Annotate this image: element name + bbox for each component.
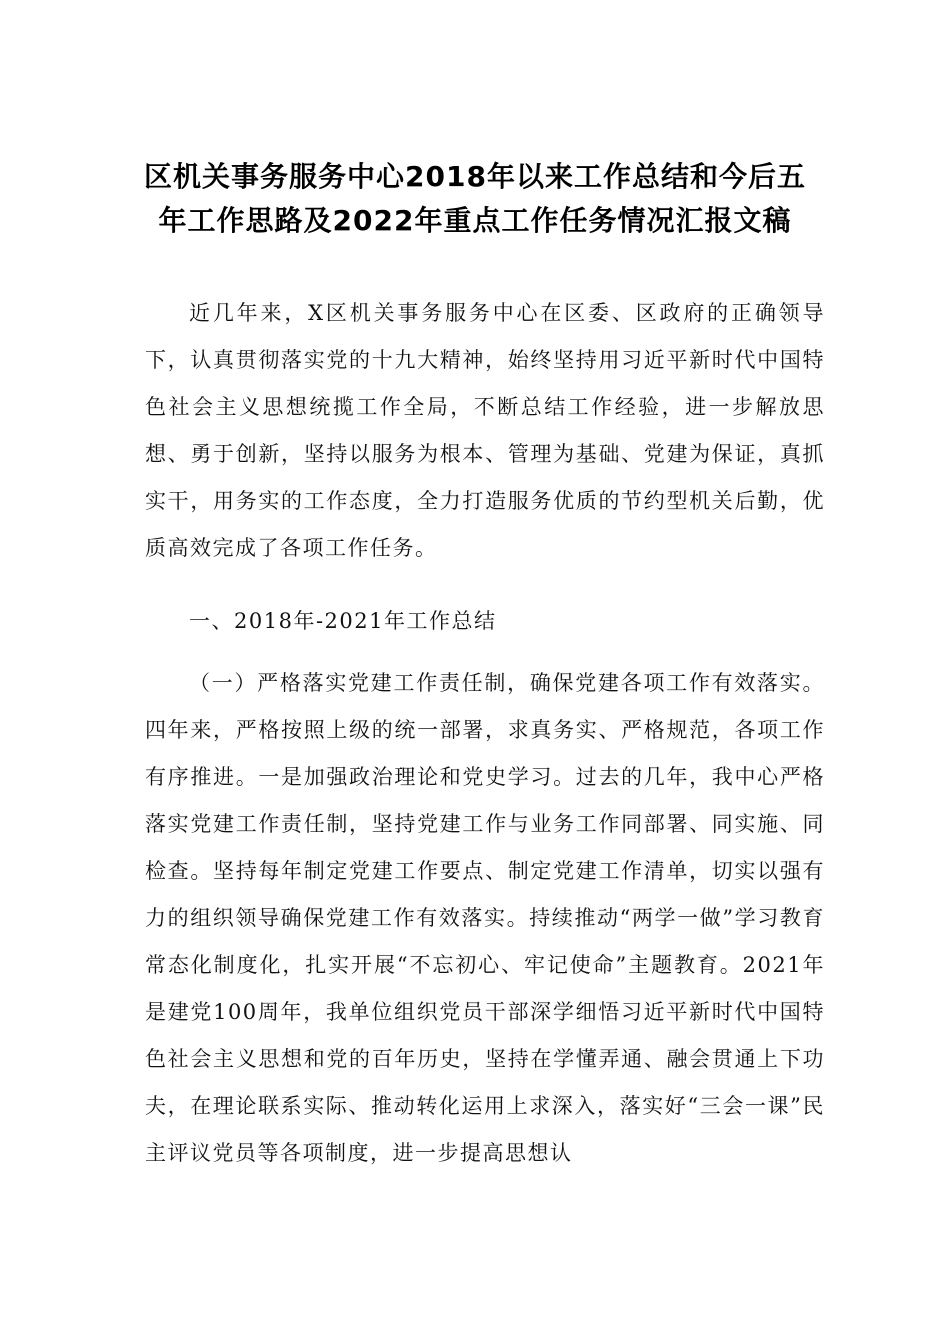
intro-paragraph-block (145, 290, 825, 572)
section-paragraph-block (145, 660, 825, 1177)
document-title (100, 155, 850, 243)
section-heading: 一、2018年-2021年工作总结 (189, 609, 497, 633)
title-line-2: 年工作思路及2022年重点工作任务情况汇报文稿 (158, 204, 792, 237)
section-heading-block (145, 598, 825, 645)
title-line-1: 区机关事务服务中心2018年以来工作总结和今后五 (144, 160, 806, 193)
section-paragraph: （一）严格落实党建工作责任制，确保党建各项工作有效落实。四年来，严格按照上级的统一部署，求真务实、严格规范，各项工作有序推进。一是加强政治理论和党史学习。过去的几年，我中心严格落实党建工作责任制，坚持党建工作与业务工作同部署、同实施、同检查。坚持每年制定党建工作要点、制定党建工作清单，切实以强有力的组织领导确保党建工作有效落实。持续推动“两学一做”学习教育常态化制度化，扎实开展“不忘初心、牢记使命”主题教育。2021年是建党100周年，我单位组织党员干部深学细悟习近平新时代中国特色社会主义思想和党的百年历史，坚持在学懂弄通、融会贯通上下功夫，在理论联系实际、推动转化运用上求深入，落实好“三会一课”民主评议党员等各项制度，进一步提高思想认 (145, 671, 825, 1165)
intro-paragraph: 近几年来，X区机关事务服务中心在区委、区政府的正确领导下，认真贯彻落实党的十九大精神，始终坚持用习近平新时代中国特色社会主义思想统揽工作全局，不断总结工作经验，进一步解放思想、勇于创新，坚持以服务为根本、管理为基础、党建为保证，真抓实干，用务实的工作态度，全力打造服务优质的节约型机关后勤，优质高效完成了各项工作任务。 (145, 301, 825, 560)
